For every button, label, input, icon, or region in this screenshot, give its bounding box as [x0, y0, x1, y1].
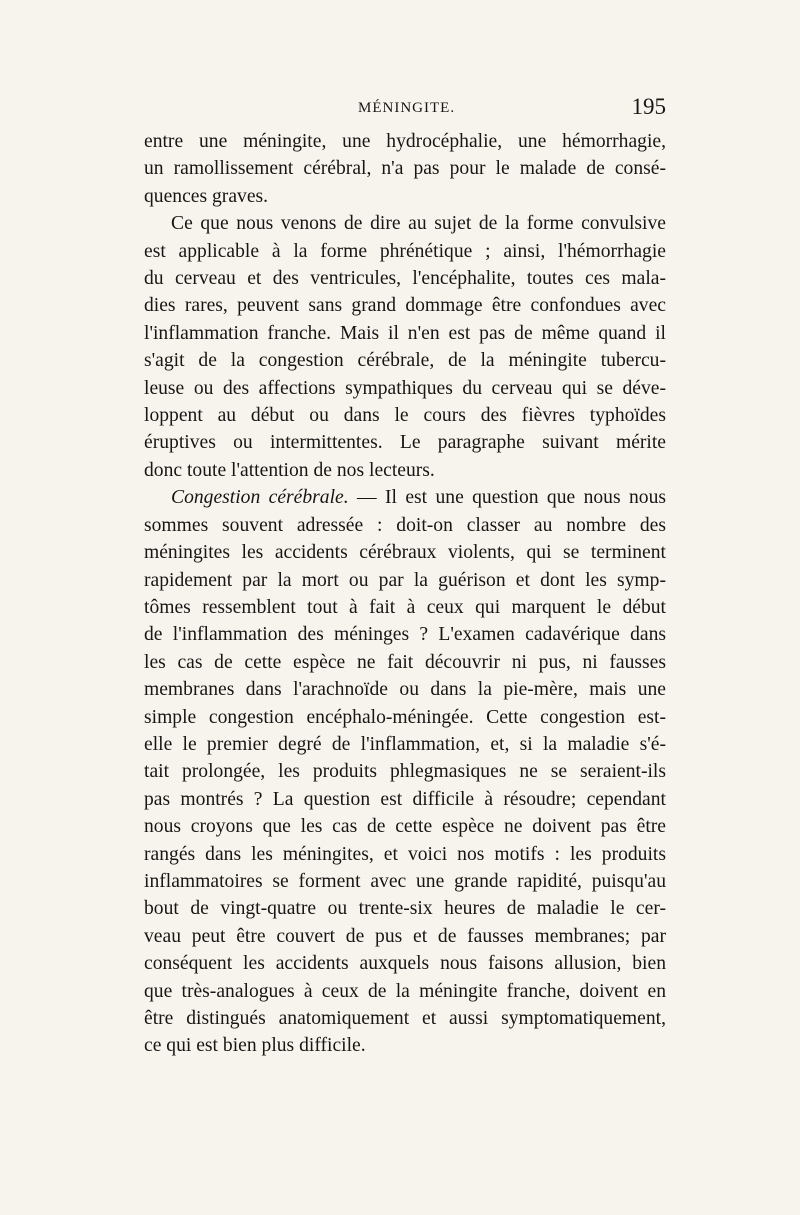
text-line: elle le premier degré de l'inflammation, et, si la maladie s'é- — [144, 733, 666, 755]
text-line: bout de vingt-quatre ou trente-six heures de maladie le cer- — [144, 898, 666, 920]
text-line: inflammatoires se forment avec une grande rapidité, puisqu'au — [144, 870, 666, 892]
running-title: MÉNINGITE. — [358, 100, 456, 116]
text-line: être distingués anatomiquement et aussi symptomatiquement, — [144, 1008, 666, 1029]
text-line: rapidement par la mort ou par la guérison et dont les symp- — [144, 569, 666, 591]
text-line: donc toute l'attention de nos lecteurs. — [144, 459, 435, 481]
text-line: conséquent les accidents auxquels nous faisons allusion, bien — [144, 953, 666, 975]
text-line — [144, 484, 666, 511]
text-line: veau peut être couvert de pus et de fausses membranes; par — [144, 925, 666, 947]
text-line: leuse ou des affections sympathiques du cerveau qui se déve- — [144, 377, 666, 399]
text-line: rangés dans les méningites, et voici nos motifs : les produits — [144, 843, 666, 865]
text-line: pas montrés ? La question est difficile à résoudre; cependant — [144, 788, 666, 810]
text-line: un ramollissement cérébral, n'a pas pour le malade de consé- — [144, 158, 666, 180]
text-line: tait prolongée, les produits phlegmasiques ne se seraient-ils — [144, 761, 666, 783]
text-line: de l'inflammation des méninges ? L'examen cadavérique dans — [144, 624, 666, 646]
text-line: est applicable à la forme phrénétique ; ainsi, l'hémorrhagie — [144, 240, 666, 262]
text-line: membranes dans l'arachnoïde ou dans la pie-mère, mais une — [144, 679, 666, 701]
text-line: que très-analogues à ceux de la méningite franche, doivent en — [144, 980, 666, 1002]
text-run: — Il est une question que nous nous — [348, 487, 666, 509]
paragraph — [144, 128, 666, 210]
text-line: l'inflammation franche. Mais il n'en est pas de même quand il — [144, 322, 666, 344]
text-line: tômes ressemblent tout à fait à ceux qui marquent le début — [144, 596, 666, 618]
body-text — [144, 128, 666, 1060]
text-line: dies rares, peuvent sans grand dommage être confondues avec — [144, 295, 666, 317]
text-line: éruptives ou intermittentes. Le paragraphe suivant mérite — [144, 432, 666, 454]
running-head — [144, 96, 666, 124]
page-number: 195 — [631, 94, 666, 119]
text-line: loppent au début ou dans le cours des fièvres typhoïdes — [144, 405, 666, 427]
text-line: quences graves. — [144, 185, 269, 207]
paragraph — [144, 484, 666, 1060]
text-line: sommes souvent adressée : doit-on classer au nombre des — [144, 514, 666, 536]
text-line: du cerveau et des ventricules, l'encéphalite, toutes ces mala- — [144, 268, 666, 290]
text-line: méningites les accidents cérébraux violents, qui se terminent — [144, 542, 666, 564]
text-line: nous croyons que les cas de cette espèce ne doivent pas être — [144, 816, 666, 838]
text-line: s'agit de la congestion cérébrale, de la méningite tubercu- — [144, 350, 666, 372]
section-lead: Congestion cérébrale. — [171, 487, 349, 509]
text-line: les cas de cette espèce ne fait découvrir ni pus, ni fausses — [144, 651, 666, 673]
text-line: Ce que nous venons de dire au sujet de la forme convulsive — [171, 213, 666, 235]
text-line: simple congestion encéphalo-méningée. Cette congestion est- — [144, 706, 666, 728]
paragraph — [144, 210, 666, 484]
text-line: entre une méningite, une hydrocéphalie, une hémorrhagie, — [144, 131, 666, 152]
text-line: ce qui est bien plus difficile. — [144, 1035, 366, 1057]
